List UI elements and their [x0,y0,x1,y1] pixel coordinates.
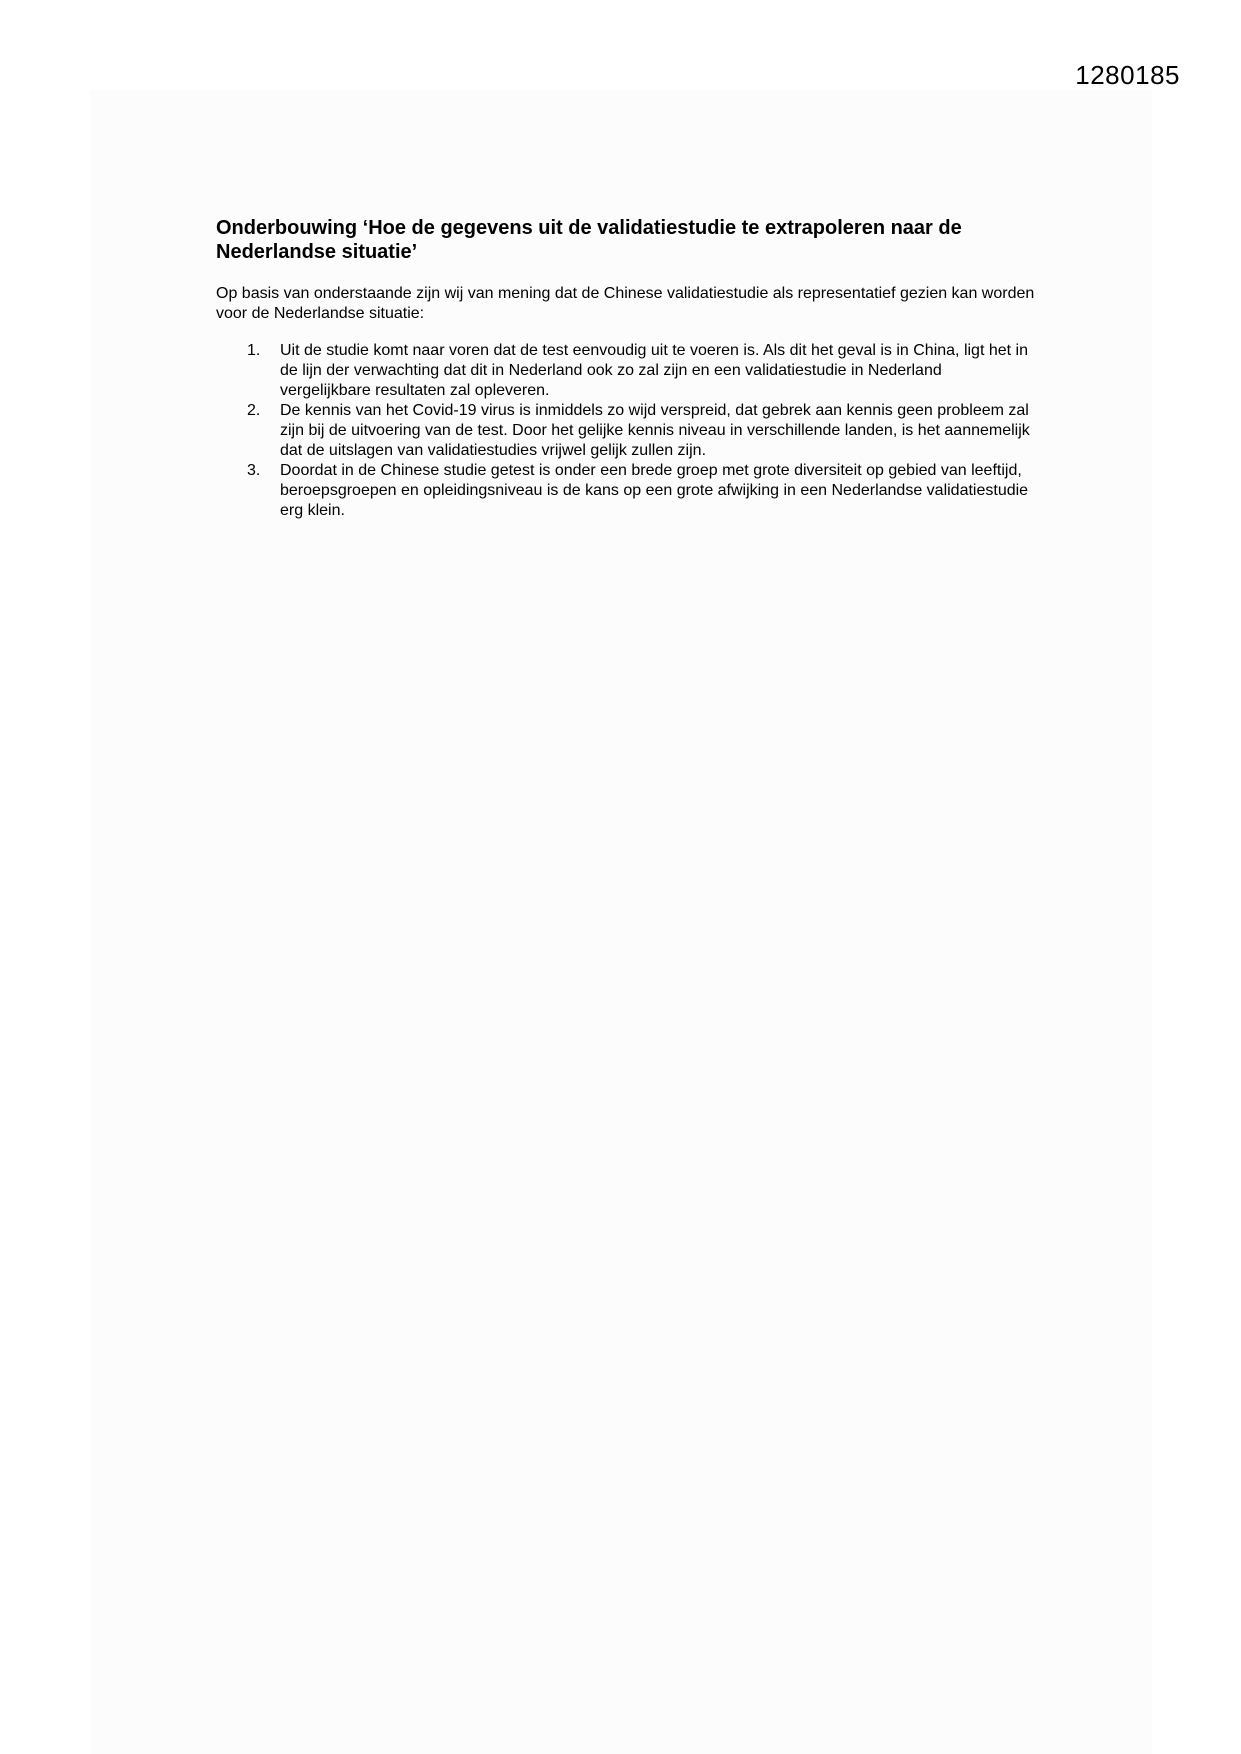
list-item [216,401,1036,461]
intro-paragraph: Op basis van onderstaande zijn wij van mening dat de Chinese validatiestudie als representatief gezien kan worden voor de Nederlandse situatie: [216,285,1035,322]
list-item [216,341,1036,401]
document-id: 1280185 [1075,60,1180,90]
list-item-text: Doordat in de Chinese studie getest is onder een brede groep met grote diversiteit op gebied van leeftijd, beroepsgroepen en opleidingsniveau is de kans op een grote afwijking in een Nederlandse validatiestudie erg klein. [280,462,1029,519]
numbered-list [216,341,1036,521]
list-item-number: 3. [247,462,261,479]
list-item [216,461,1036,521]
document-title: Onderbouwing ‘Hoe de gegevens uit de validatiestudie te extrapoleren naar de Nederlandse situatie’ [216,217,962,263]
list-item-text: Uit de studie komt naar voren dat de test eenvoudig uit te voeren is. Als dit het geval is in China, ligt het in de lijn der verwachting dat dit in Nederland ook zo zal zijn en een validatiestudie in Nederland vergelijkbare resultaten zal opleveren. [280,342,1028,399]
list-item-number: 1. [247,342,261,359]
list-item-text: De kennis van het Covid-19 virus is inmiddels zo wijd verspreid, dat gebrek aan kennis geen probleem zal zijn bij de uitvoering van de test. Door het gelijke kennis niveau in verschillende landen, is het aannemelijk dat de uitslagen van validatiestudies vrijwel gelijk zullen zijn. [280,402,1030,459]
document-body [216,216,1036,521]
list-item-number: 2. [247,402,261,419]
